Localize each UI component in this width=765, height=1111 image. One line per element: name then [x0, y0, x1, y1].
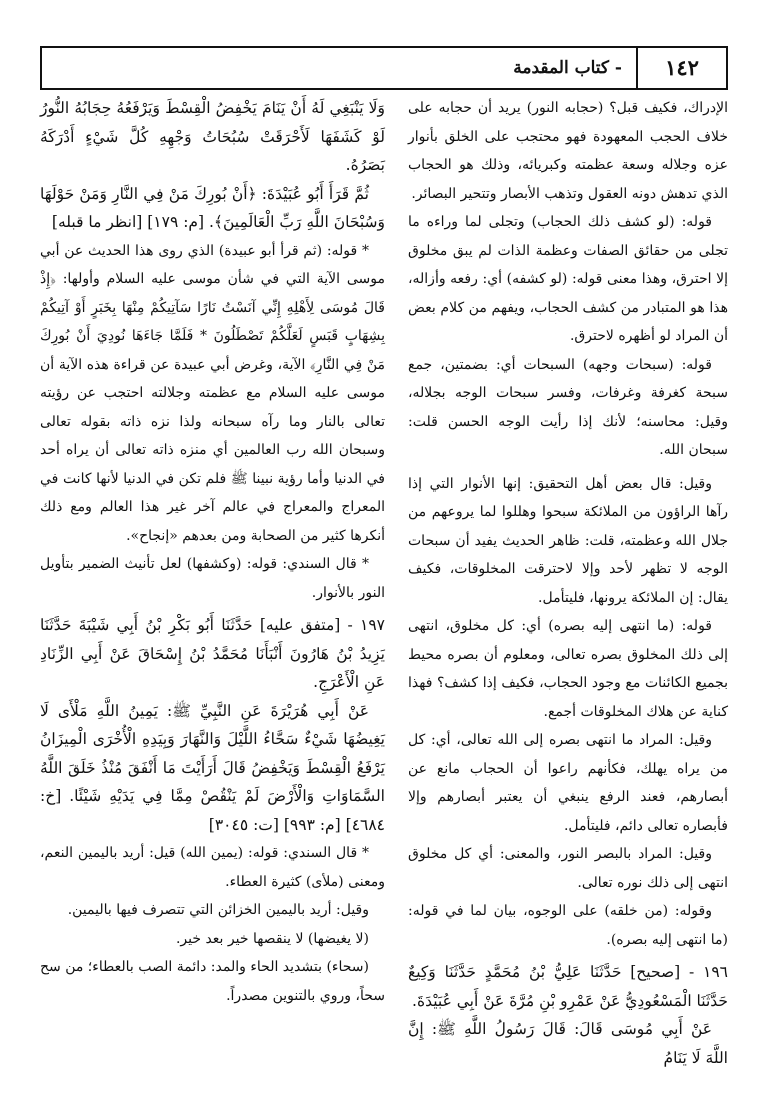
commentary-paragraph: * قوله: (ثم قرأ أبو عبيدة) الذي روى هذا الحديث عن أبي موسى الآية التي في شأن موسى عليه السلام وأولها: ﴿إِذْ قَالَ مُوسَى لِأَهْلِهِ إِنِّي آنَسْتُ نَارًا سَآتِيكُمْ مِنْهَا بِخَبَرٍ أَوْ آتِيكُمْ بِشِهَابٍ قَبَسٍ لَعَلَّكُمْ تَصْطَلُونَ * فَلَمَّا جَاءَهَا نُودِيَ أَنْ بُورِكَ مَنْ فِي النَّارِ﴾ الآية، وغرض أبي عبيدة عن قراءة هذه الآية أن موسى عليه السلام مع عظمته وجلالته احتجب عن رؤيته تعالى بالنار وما رآه سبحانه ولذا نزه ذاته بقوله تعالى وسبحان الله رب العالمين أي منزه ذاته تعالى أن يراه أحد في الدنيا وأما رؤية نبينا ﷺ فلم تكن في الدنيا لأنها كانت في المعراج والمعراج في عالم آخر غير هذا العالم ومع ذلك أنكرها كثير من الصحابة ومن بعدهم «إنجاح».: [40, 242, 385, 544]
hadith-196-matn: عَنْ أَبِي مُوسَى قَالَ: قَالَ رَسُولُ اللَّهِ ﷺ: إِنَّ اللَّهَ لَا يَنَامُ: [408, 1020, 728, 1067]
quran-recitation: ثُمَّ قَرَأَ أَبُو عُبَيْدَةَ: ﴿أَنْ بُورِكَ مَنْ فِي النَّارِ وَمَنْ حَوْلَهَا وَسُبْحَانَ اللَّهِ رَبِّ الْعَالَمِينَ﴾. [م: ١٧٩] [انظر ما قبله]: [40, 184, 385, 231]
right-column: [408, 94, 728, 1072]
commentary-paragraph: * قال السندي: قوله: (وكشفها) لعل تأنيث الضمير بتأويل النور بالأنوار.: [40, 556, 385, 601]
hadith-197-isnad: ١٩٧ - [متفق عليه] حَدَّثَنَا أَبُو بَكْرِ بْنُ أَبِي شَيْبَةَ حَدَّثَنَا يَزِيدُ بْنُ هَارُونَ أَنْبَأَنَا مُحَمَّدُ بْنُ إِسْحَاقَ عَنْ أَبِي الزِّنَادِ عَنِ الْأَعْرَجِ.: [40, 616, 385, 691]
page-number: ١٤٢: [665, 55, 699, 80]
commentary-paragraph: وقيل: المراد ما انتهى بصره إلى الله تعالى، أي: كل من يراه يهلك، فكأنهم راعوا أن الحجاب مانع عن أبصارهم، فعند الرفع ينبغي أن يعتبر أبصارهم وإلا فأبصاره تعالى دائم، فليتأمل.: [408, 732, 728, 834]
commentary-paragraph: قوله: (ما انتهى إليه بصره) أي: كل مخلوق، انتهى إلى ذلك المخلوق بصره تعالى، ومعلوم أن بصره محيط بجميع الكائنات مع وجود الحجاب، فكيف إذا كشف؟ فهذا كناية عن هلاك المخلوقات أجمع.: [408, 618, 728, 720]
running-title: - كتاب المقدمة: [513, 58, 622, 78]
hadith-196-continuation: وَلَا يَنْبَغِي لَهُ أَنْ يَنَامَ يَخْفِضُ الْقِسْطَ وَيَرْفَعُهُ حِجَابُهُ النُّورُ لَوْ كَشَفَهَا لَأَحْرَقَتْ سُبُحَاتُ وَجْهِهِ كُلَّ شَيْءٍ أَدْرَكَهُ بَصَرُهُ.: [40, 99, 385, 174]
hadith-196-isnad: ١٩٦ - [صحيح] حَدَّثَنَا عَلِيُّ بْنُ مُحَمَّدٍ حَدَّثَنَا وَكِيعٌ حَدَّثَنَا الْمَسْعُودِيُّ عَنْ عَمْرِو بْنِ مُرَّةَ عَنْ أَبِي عُبَيْدَةَ.: [408, 963, 728, 1010]
commentary-paragraph: وقوله: (من خلقه) على الوجوه، بيان لما في قوله: (ما انتهى إليه بصره).: [408, 903, 728, 948]
commentary-paragraph: قوله: (لو كشف ذلك الحجاب) وتجلى لما وراءه ما تجلى من حقائق الصفات وعظمة الذات لم يبق مخلوق إلا احترق، وهذا معنى قوله: (لو كشفه) أي: رفعه وأزاله، هذا هو المتبادر من كشف الحجاب، ويفهم من كلام بعض أن المراد لو أظهره لاحترق.: [408, 214, 728, 344]
commentary-paragraph: وقيل: المراد بالبصر النور، والمعنى: أي كل مخلوق انتهى إلى ذلك نوره تعالى.: [408, 846, 728, 891]
commentary-paragraph: قوله: (سبحات وجهه) السبحات أي: بضمتين، جمع سبحة كغرفة وغرفات، وفسر سبحات الوجه بجلاله، وقيل: محاسنه؛ لأنك إذا رأيت الوجه الحسن قلت: سبحان الله.: [408, 356, 728, 458]
header-divider: [636, 48, 638, 88]
commentary-paragraph: وقيل: قال بعض أهل التحقيق: إنها الأنوار التي إذا رآها الراؤون من الملائكة سبحوا وهللوا لما يروعهم من جلال الله وعظمته، قلت: ظاهر الحديث يفيد أن سبحات الوجه لا تظهر لأحد وإلا لاحترقت المخلوقات، فكيف يقال: إن الملائكة يرونها، فليتأمل.: [408, 475, 728, 606]
commentary-paragraph: (لا يغيضها) لا ينقصها خير بعد خير.: [175, 930, 369, 947]
commentary-paragraph: وقيل: أريد باليمين الخزائن التي تتصرف فيها باليمين.: [67, 902, 369, 918]
left-column: [40, 94, 385, 1010]
commentary-paragraph: (سحاء) بتشديد الحاء والمد: دائمة الصب بالعطاء؛ من سح سحاً، وروي بالتنوين مصدراً.: [39, 959, 385, 1004]
commentary-paragraph: * قال السندي: قوله: (يمين الله) قيل: أريد باليمين النعم، ومعنى (ملأى) كثيرة العطاء.: [40, 845, 385, 890]
hadith-197-matn: عَنْ أَبِي هُرَيْرَةَ عَنِ النَّبِيِّ ﷺ: يَمِينُ اللَّهِ مَلْأَى لَا يَغِيضُهَا شَيْءٌ سَحَّاءُ اللَّيْلَ وَالنَّهَارَ وَبِيَدِهِ الْأُخْرَى الْمِيزَانُ يَرْفَعُ الْقِسْطَ وَيَخْفِضُ قَالَ أَرَأَيْتَ مَا أَنْفَقَ مُنْذُ خَلَقَ اللَّهُ السَّمَاوَاتِ وَالْأَرْضَ لَمْ يَنْقُصْ مِمَّا فِي يَدَيْهِ شَيْئًا. [خ: ٤٦٨٤] [م: ٩٩٣] [ت: ٣٠٤٥]: [40, 701, 385, 834]
commentary-paragraph: الإدراك، فكيف قبل؟ (حجابه النور) يريد أن حجابه على خلاف الحجب المعهودة فهو محتجب على الخلق بأنوار عزه وجلاله وسعة عظمته وكبريائه، وذلك هو الحجاب الذي تدهش دونه العقول وتذهب الأبصار وتتحير البصائر.: [408, 100, 728, 202]
running-header: [40, 46, 728, 90]
